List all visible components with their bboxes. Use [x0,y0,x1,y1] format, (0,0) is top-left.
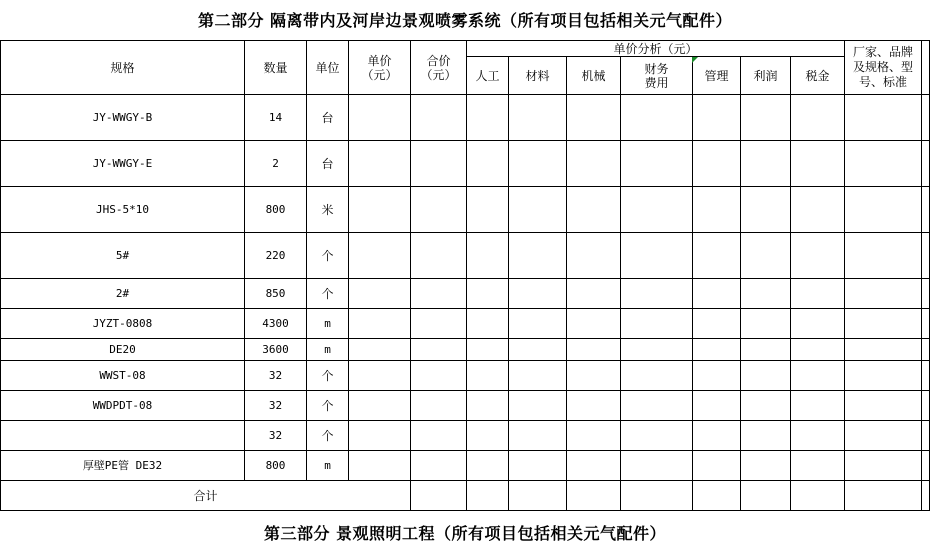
empty-cell [411,339,467,361]
empty-cell [567,279,621,309]
empty-cell [509,141,567,187]
total-row [1,481,930,511]
empty-cell [741,451,791,481]
table-row [1,233,930,279]
empty-cell [741,391,791,421]
empty-cell [509,481,567,511]
empty-cell [467,421,509,451]
empty-cell [621,361,693,391]
empty-cell [411,481,467,511]
unit-cell: 台 [307,95,349,141]
empty-cell [791,141,845,187]
empty-cell [621,187,693,233]
empty-cell [411,421,467,451]
empty-cell [845,279,922,309]
empty-cell [791,361,845,391]
empty-cell [845,421,922,451]
empty-cell [509,339,567,361]
empty-cell [349,391,411,421]
qty-cell: 32 [245,361,307,391]
empty-cell [567,187,621,233]
empty-cell [567,233,621,279]
header-price-analysis: 单价分析（元） [467,41,845,57]
empty-cell [741,187,791,233]
empty-cell [741,309,791,339]
empty-cell [741,279,791,309]
spec-cell [1,421,245,451]
unit-cell: 个 [307,421,349,451]
empty-cell [845,481,922,511]
empty-cell [411,141,467,187]
empty-cell [845,339,922,361]
empty-cell [467,141,509,187]
empty-cell [922,451,930,481]
empty-cell [741,95,791,141]
empty-cell [791,233,845,279]
empty-cell [741,339,791,361]
empty-cell [741,481,791,511]
empty-cell [411,279,467,309]
empty-cell [509,95,567,141]
empty-cell [467,309,509,339]
table-row [1,141,930,187]
empty-cell [693,141,741,187]
empty-cell [467,95,509,141]
empty-cell [845,391,922,421]
empty-cell [693,95,741,141]
empty-cell [349,309,411,339]
empty-cell [411,361,467,391]
spec-cell: DE20 [1,339,245,361]
empty-cell [467,451,509,481]
empty-cell [621,279,693,309]
empty-cell [791,187,845,233]
empty-cell [741,141,791,187]
empty-cell [567,141,621,187]
empty-cell [693,391,741,421]
header-profit: 利润 [741,57,791,95]
empty-cell [693,187,741,233]
table-row [1,451,930,481]
header-management: 管理 [693,57,741,95]
empty-cell [791,279,845,309]
empty-cell [467,339,509,361]
empty-cell [467,361,509,391]
qty-cell: 32 [245,421,307,451]
empty-cell [621,309,693,339]
empty-cell [791,339,845,361]
empty-cell [411,391,467,421]
empty-cell [741,233,791,279]
table-row [1,95,930,141]
table-row [1,391,930,421]
empty-cell [845,95,922,141]
empty-cell [922,187,930,233]
empty-cell [922,95,930,141]
empty-cell [693,279,741,309]
empty-cell [411,309,467,339]
spec-cell: 厚壁PE管 DE32 [1,451,245,481]
empty-cell [791,451,845,481]
header-machinery: 机械 [567,57,621,95]
empty-cell [922,339,930,361]
empty-cell [693,451,741,481]
empty-cell [509,421,567,451]
unit-cell: 个 [307,279,349,309]
empty-cell [349,361,411,391]
empty-cell [621,141,693,187]
empty-cell [791,421,845,451]
qty-cell: 800 [245,187,307,233]
header-qty: 数量 [245,41,307,95]
empty-cell [509,451,567,481]
empty-cell [922,141,930,187]
empty-cell [922,481,930,511]
empty-cell [922,391,930,421]
spec-cell: 5# [1,233,245,279]
unit-cell: m [307,339,349,361]
empty-cell [411,187,467,233]
empty-cell [509,279,567,309]
qty-cell: 4300 [245,309,307,339]
empty-cell [349,339,411,361]
empty-cell [411,95,467,141]
empty-cell [509,391,567,421]
empty-cell [567,391,621,421]
spec-cell: JYZT-0808 [1,309,245,339]
unit-cell: 个 [307,361,349,391]
header-unit-price: 单价 （元） [349,41,411,95]
empty-cell [411,233,467,279]
table-row [1,187,930,233]
empty-cell [567,421,621,451]
empty-cell [567,451,621,481]
header-unit: 单位 [307,41,349,95]
qty-cell: 32 [245,391,307,421]
empty-cell [845,451,922,481]
empty-cell [621,339,693,361]
empty-cell [791,481,845,511]
unit-cell: 个 [307,233,349,279]
empty-cell [741,361,791,391]
empty-cell [922,233,930,279]
spec-cell: 2# [1,279,245,309]
empty-cell [567,481,621,511]
empty-cell [467,481,509,511]
spec-cell: JY-WWGY-B [1,95,245,141]
empty-cell [467,187,509,233]
empty-cell [509,361,567,391]
empty-cell [845,141,922,187]
qty-cell: 2 [245,141,307,187]
empty-cell [467,233,509,279]
qty-cell: 3600 [245,339,307,361]
table-row [1,361,930,391]
empty-cell [845,361,922,391]
quotation-table [0,40,930,511]
empty-cell [621,95,693,141]
unit-cell: m [307,309,349,339]
header-labor: 人工 [467,57,509,95]
empty-cell [509,187,567,233]
empty-cell [411,451,467,481]
next-section-title: 第三部分 景观照明工程（所有项目包括相关元气配件） [263,524,667,543]
empty-cell [509,233,567,279]
header-brand: 厂家、品牌 及规格、型 号、标准 [845,41,922,95]
header-material: 材料 [509,57,567,95]
empty-cell [791,309,845,339]
section-title: 第二部分 隔离带内及河岸边景观喷雾系统（所有项目包括相关元气配件） [197,11,733,30]
empty-cell [621,233,693,279]
unit-cell: 个 [307,391,349,421]
spec-cell: JY-WWGY-E [1,141,245,187]
empty-cell [693,421,741,451]
empty-cell [791,95,845,141]
spec-cell: JHS-5*10 [1,187,245,233]
empty-cell [621,481,693,511]
empty-cell [693,339,741,361]
empty-cell [349,141,411,187]
empty-cell [567,339,621,361]
empty-cell [922,361,930,391]
empty-cell [349,187,411,233]
empty-cell [349,279,411,309]
empty-cell [621,451,693,481]
empty-cell [349,451,411,481]
header-blank [922,41,930,95]
empty-cell [845,187,922,233]
empty-cell [567,361,621,391]
total-label: 合计 [1,481,411,511]
empty-cell [621,391,693,421]
table-row [1,339,930,361]
empty-cell [922,279,930,309]
empty-cell [922,421,930,451]
empty-cell [349,233,411,279]
header-tax: 税金 [791,57,845,95]
spec-cell: WWST-08 [1,361,245,391]
qty-cell: 220 [245,233,307,279]
unit-cell: 台 [307,141,349,187]
table-row [1,279,930,309]
empty-cell [693,361,741,391]
empty-cell [467,279,509,309]
header-finance: 财务 费用 [621,57,693,95]
header-spec: 规格 [1,41,245,95]
comment-marker-icon [692,57,698,63]
empty-cell [693,309,741,339]
qty-cell: 14 [245,95,307,141]
qty-cell: 850 [245,279,307,309]
spec-cell: WWDPDT-08 [1,391,245,421]
empty-cell [922,309,930,339]
empty-cell [467,391,509,421]
empty-cell [693,233,741,279]
empty-cell [567,95,621,141]
unit-cell: 米 [307,187,349,233]
empty-cell [741,421,791,451]
empty-cell [693,481,741,511]
empty-cell [509,309,567,339]
header-total-price: 合价 （元） [411,41,467,95]
qty-cell: 800 [245,451,307,481]
table-row [1,309,930,339]
empty-cell [349,421,411,451]
empty-cell [621,421,693,451]
empty-cell [567,309,621,339]
empty-cell [791,391,845,421]
empty-cell [845,309,922,339]
empty-cell [349,95,411,141]
unit-cell: m [307,451,349,481]
table-row [1,421,930,451]
empty-cell [845,233,922,279]
